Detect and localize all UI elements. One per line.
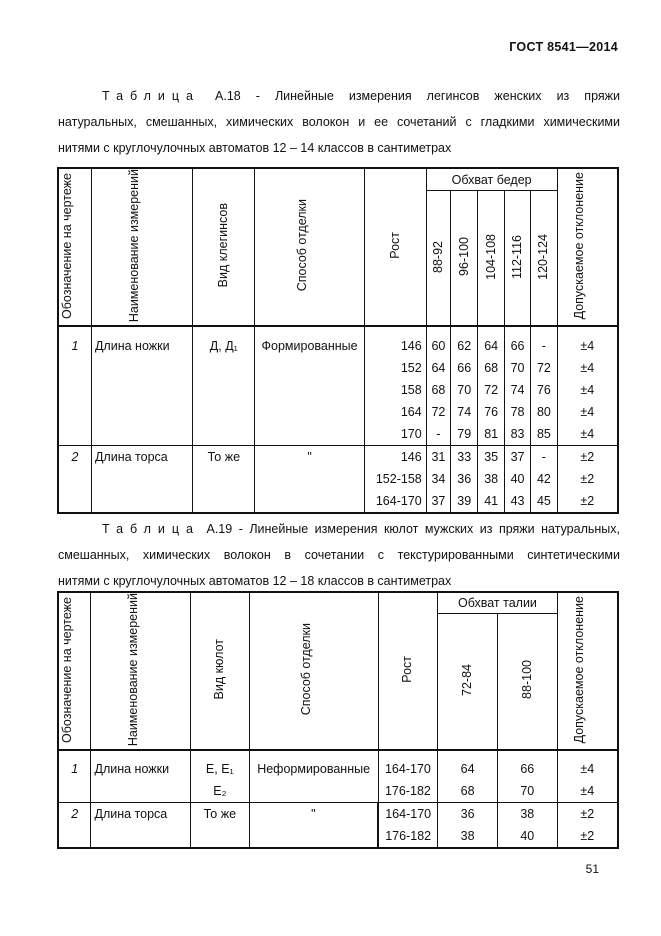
table-row — [58, 803, 618, 826]
tolerance-cell: ±4 — [557, 780, 618, 803]
row-number: 2 — [58, 803, 91, 849]
value-cell: 64 — [478, 335, 504, 357]
value-cell: 38 — [478, 468, 504, 490]
value-cell: 72 — [531, 357, 557, 379]
col-header-size: 88-100 — [497, 613, 557, 750]
height-cell: 152 — [364, 357, 426, 379]
article-kind: То же — [193, 446, 255, 514]
tolerance-cell: ±4 — [557, 758, 618, 780]
tolerance-cell: ±4 — [557, 401, 618, 423]
col-header-designation: Обозначение на чертеже — [58, 168, 91, 326]
value-cell: 41 — [478, 490, 504, 513]
value-cell: 68 — [478, 357, 504, 379]
value-cell: 37 — [426, 490, 450, 513]
row-number: 1 — [58, 335, 91, 446]
value-cell: 85 — [531, 423, 557, 446]
value-cell: - — [531, 335, 557, 357]
value-cell: 40 — [504, 468, 530, 490]
value-cell: 80 — [531, 401, 557, 423]
col-header-kind: Вид кюлот — [191, 592, 250, 750]
value-cell: 34 — [426, 468, 450, 490]
table-18-caption — [58, 83, 620, 161]
col-header-tolerance: Допускаемое отклонение — [557, 592, 618, 750]
value-cell: 66 — [451, 357, 478, 379]
value-cell: 83 — [504, 423, 530, 446]
col-header-group: Обхват талии — [438, 592, 557, 613]
col-header-name: Наименование измерений — [91, 168, 192, 326]
measure-name: Длина ножки — [91, 758, 191, 803]
value-cell: - — [531, 446, 557, 469]
col-header-height: Рост — [364, 168, 426, 326]
value-cell: 74 — [504, 379, 530, 401]
value-cell: 45 — [531, 490, 557, 513]
caption-line: смешанных, химических волокон в сочетании с текстурированными синтетическими — [58, 548, 620, 562]
value-cell: 43 — [504, 490, 530, 513]
col-header-tolerance: Допускаемое отклонение — [557, 168, 618, 326]
height-cell: 164-170 — [378, 803, 438, 826]
document-code: ГОСТ 8541—2014 — [509, 40, 618, 54]
table-19 — [57, 591, 619, 849]
table-row — [58, 758, 618, 780]
tolerance-cell: ±4 — [557, 357, 618, 379]
col-header-name: Наименование измерений — [91, 592, 191, 750]
height-cell: 164 — [364, 401, 426, 423]
value-cell: 81 — [478, 423, 504, 446]
value-cell: 37 — [504, 446, 530, 469]
caption-line: А.19 - Линейные измерения кюлот мужских из пряжи натуральных, — [206, 522, 620, 536]
caption-line: А.18 - Линейные измерения легинсов женских из пряжи — [215, 89, 620, 103]
value-cell: 40 — [497, 825, 557, 848]
value-cell: 31 — [426, 446, 450, 469]
value-cell: 70 — [497, 780, 557, 803]
value-cell: 66 — [504, 335, 530, 357]
value-cell: 39 — [451, 490, 478, 513]
value-cell: - — [426, 423, 450, 446]
article-kind: То же — [191, 803, 250, 849]
col-header-height: Рост — [378, 592, 438, 750]
value-cell: 79 — [451, 423, 478, 446]
value-cell: 70 — [451, 379, 478, 401]
table-19-caption — [58, 516, 620, 594]
col-header-size: 96-100 — [451, 191, 478, 326]
caption-table-word: Таблица — [102, 522, 201, 536]
table-row — [58, 446, 618, 469]
value-cell: 35 — [478, 446, 504, 469]
height-cell: 176-182 — [378, 780, 438, 803]
measure-name: Длина торса — [91, 446, 192, 514]
caption-line: нитями с круглочулочных автоматов 12 – 14 классов в сантиметрах — [58, 141, 452, 155]
caption-table-word: Таблица — [102, 89, 201, 103]
article-kind: Е, Е₁ — [191, 758, 250, 780]
table-18 — [57, 167, 619, 514]
tolerance-cell: ±2 — [557, 446, 618, 469]
value-cell: 66 — [497, 758, 557, 780]
caption-line: натуральных, смешанных, химических волокон и ее сочетаний с гладкими химическими — [58, 115, 620, 129]
value-cell: 62 — [451, 335, 478, 357]
value-cell: 60 — [426, 335, 450, 357]
col-header-group: Обхват бедер — [426, 168, 557, 191]
row-number: 1 — [58, 758, 91, 803]
value-cell: 76 — [478, 401, 504, 423]
finish-method: Формированные — [255, 335, 365, 446]
col-header-designation: Обозначение на чертеже — [58, 592, 91, 750]
tolerance-cell: ±2 — [557, 468, 618, 490]
height-cell: 158 — [364, 379, 426, 401]
value-cell: 72 — [426, 401, 450, 423]
value-cell: 38 — [438, 825, 498, 848]
height-cell: 170 — [364, 423, 426, 446]
col-header-kind: Вид клегинсов — [193, 168, 255, 326]
tolerance-cell: ±2 — [557, 825, 618, 848]
finish-method: " — [255, 446, 365, 514]
value-cell: 68 — [426, 379, 450, 401]
value-cell: 78 — [504, 401, 530, 423]
article-kind: Д, Д₁ — [193, 335, 255, 446]
page-number: 51 — [585, 862, 599, 876]
value-cell: 33 — [451, 446, 478, 469]
value-cell: 38 — [497, 803, 557, 826]
height-cell: 146 — [364, 335, 426, 357]
measure-name: Длина торса — [91, 803, 191, 849]
height-cell: 164-170 — [378, 758, 438, 780]
article-kind: Е₂ — [191, 780, 250, 803]
tolerance-cell: ±4 — [557, 335, 618, 357]
col-header-finish: Способ отделки — [255, 168, 365, 326]
value-cell: 76 — [531, 379, 557, 401]
tolerance-cell: ±4 — [557, 379, 618, 401]
tolerance-cell: ±4 — [557, 423, 618, 446]
finish-method: Неформированные — [249, 758, 378, 803]
finish-method: " — [249, 803, 378, 849]
col-header-size: 112-116 — [504, 191, 530, 326]
tolerance-cell: ±2 — [557, 803, 618, 826]
col-header-size: 72-84 — [438, 613, 498, 750]
height-cell: 176-182 — [378, 825, 438, 848]
col-header-size: 88-92 — [426, 191, 450, 326]
height-cell: 164-170 — [364, 490, 426, 513]
measure-name: Длина ножки — [91, 335, 192, 446]
col-header-finish: Способ отделки — [249, 592, 378, 750]
value-cell: 70 — [504, 357, 530, 379]
col-header-size: 120-124 — [531, 191, 557, 326]
row-number: 2 — [58, 446, 91, 514]
table-row — [58, 335, 618, 357]
value-cell: 36 — [451, 468, 478, 490]
value-cell: 72 — [478, 379, 504, 401]
value-cell: 64 — [426, 357, 450, 379]
value-cell: 64 — [438, 758, 498, 780]
tolerance-cell: ±2 — [557, 490, 618, 513]
caption-line: нитями с круглочулочных автоматов 12 – 18 классов в сантиметрах — [58, 574, 452, 588]
value-cell: 68 — [438, 780, 498, 803]
value-cell: 42 — [531, 468, 557, 490]
height-cell: 152-158 — [364, 468, 426, 490]
value-cell: 36 — [438, 803, 498, 826]
col-header-size: 104-108 — [478, 191, 504, 326]
value-cell: 74 — [451, 401, 478, 423]
height-cell: 146 — [364, 446, 426, 469]
